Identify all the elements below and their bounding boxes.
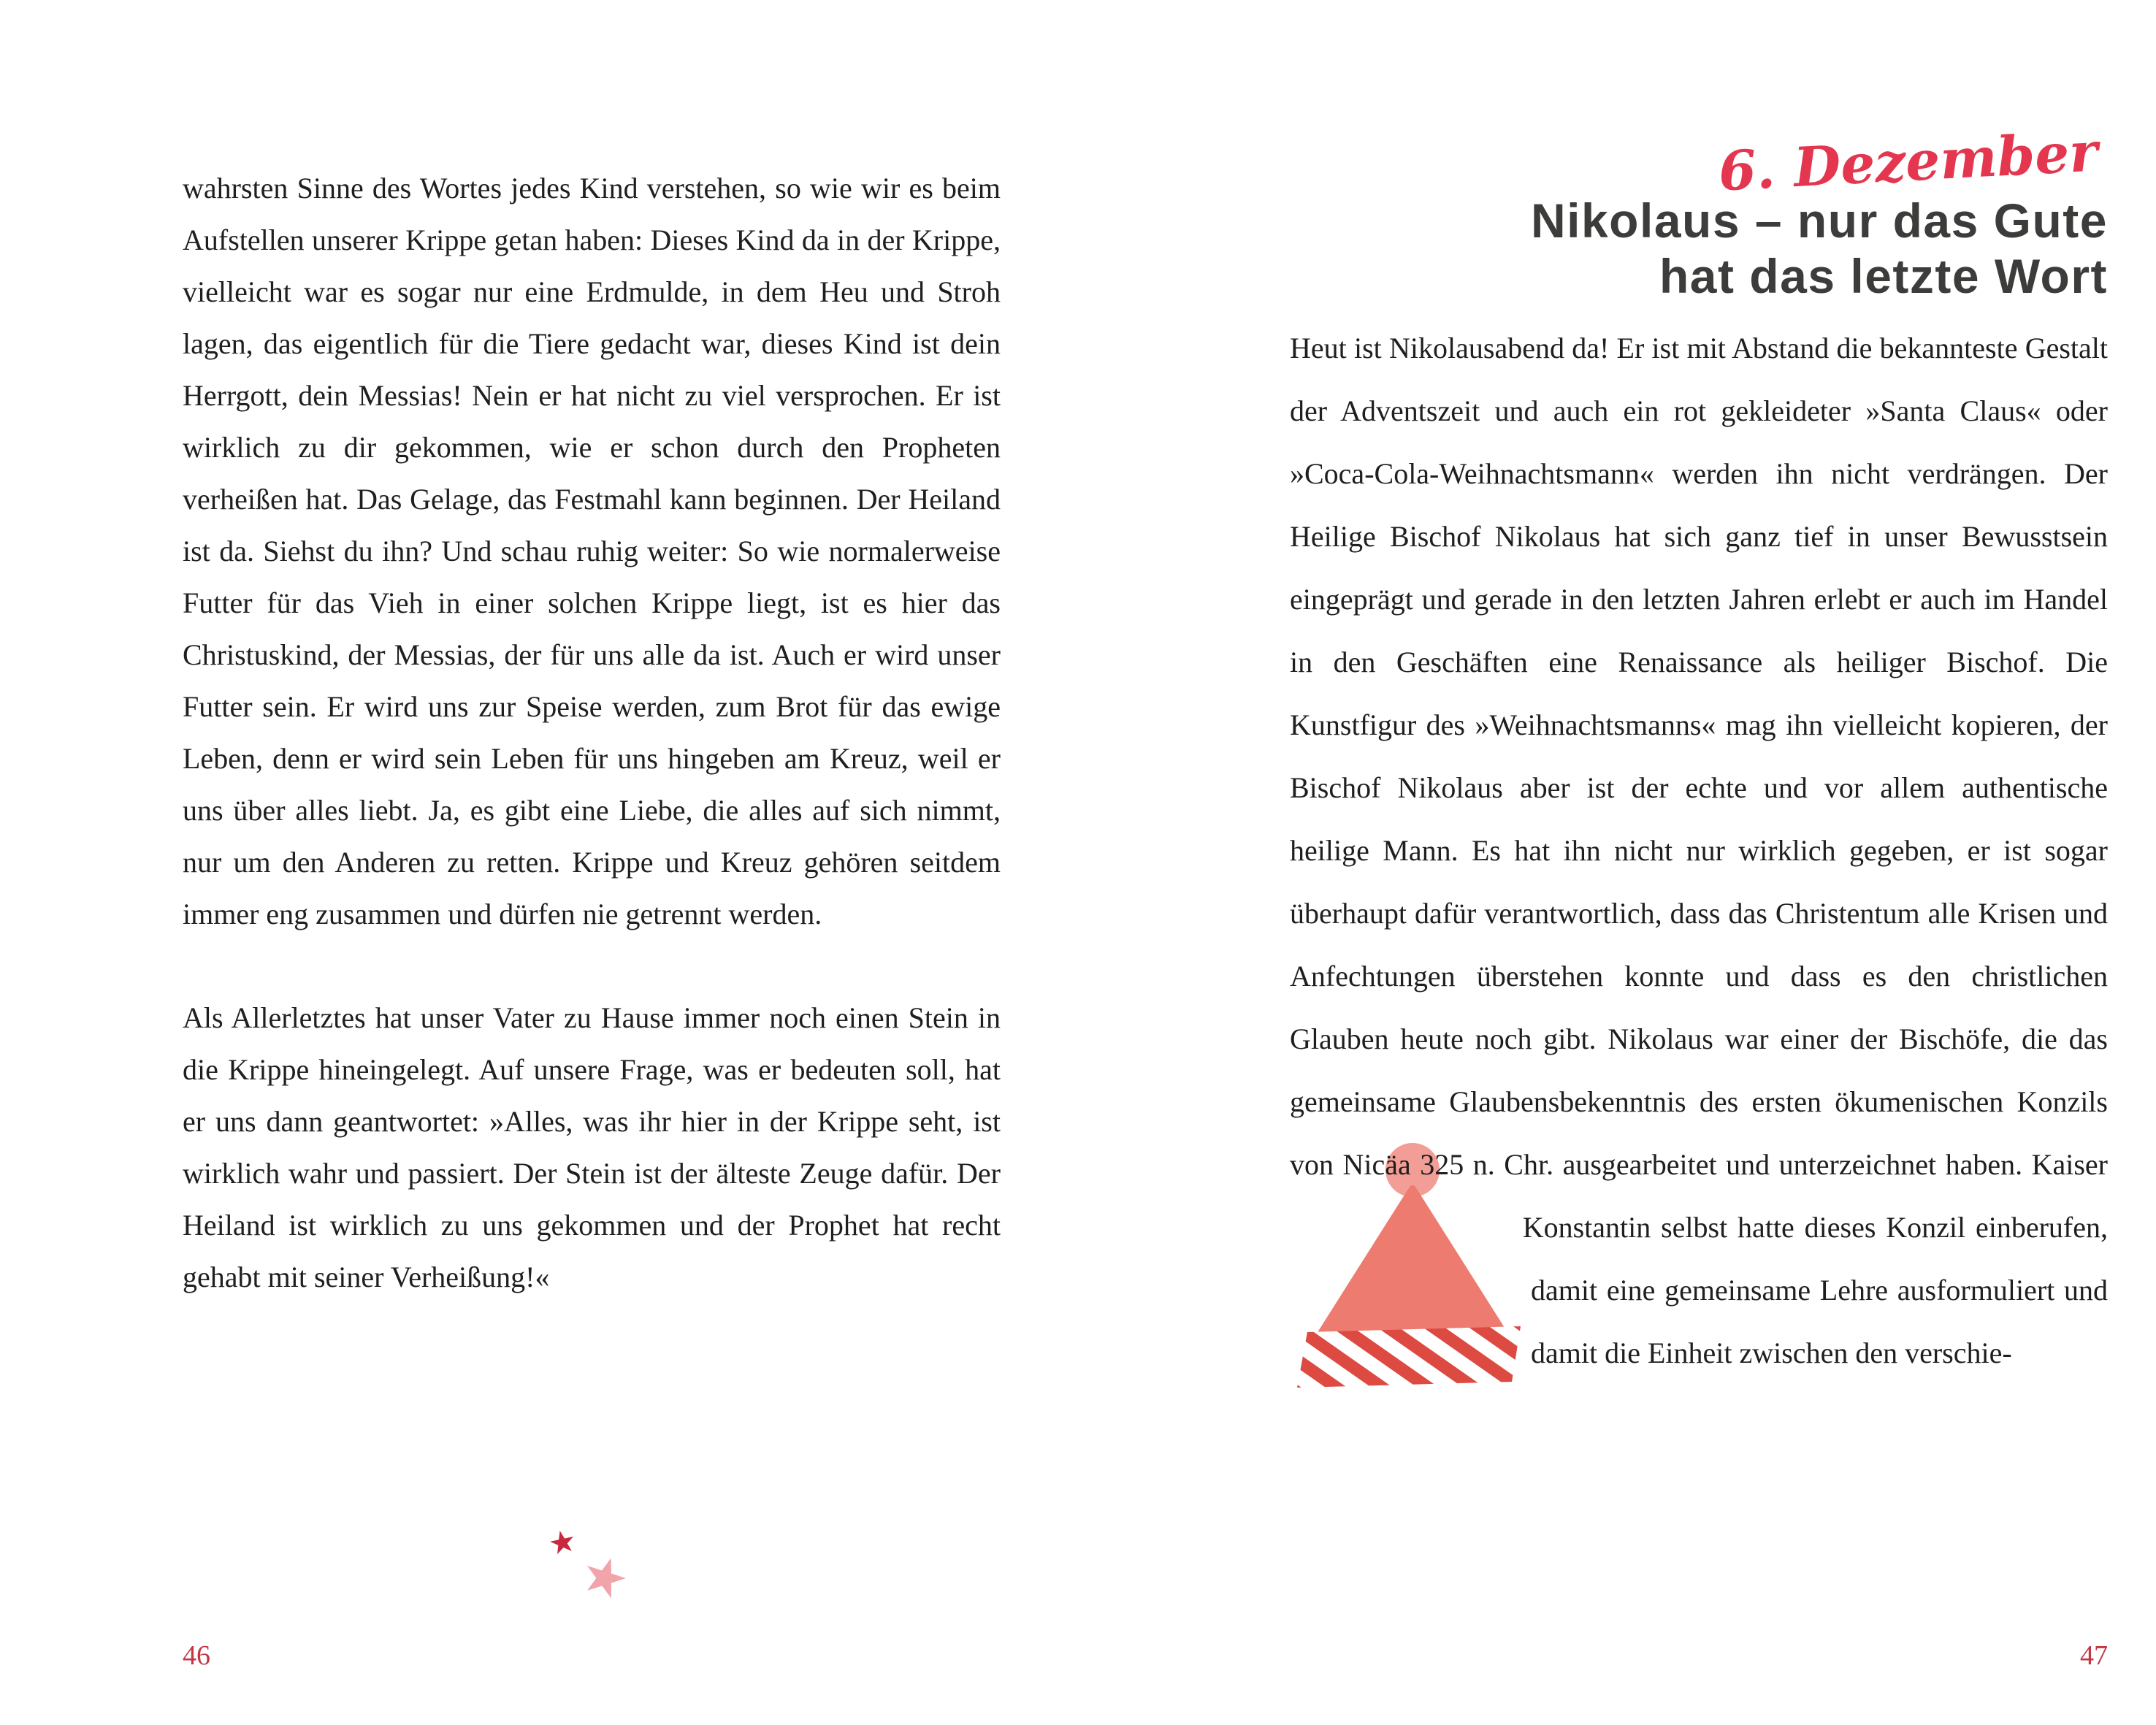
body-text-part: und unterzeichnet haben. Kaiser Konstantin selbst hatte dieses Konzil einberufen, damit eine gemeinsame Lehre ausformuliert und damit die Einheit zwischen den verschie- xyxy=(1522,1148,2108,1369)
chapter-date-heading: 6. Dezember xyxy=(1716,121,2100,204)
chapter-title-line: Nikolaus – nur das Gute xyxy=(1530,194,2108,248)
star-icon xyxy=(548,1528,577,1557)
right-page-column xyxy=(1290,123,2108,1389)
body-text-part: Heut ist Nikolausabend da! Er ist mit Abstand die bekannteste Gestalt der Adventszeit und auch ein rot gekleideter »Santa Claus« oder »Coca-Cola-Weihnachtsmann« werden ihn nicht verdrängen. Der Heilige Bischof Nikolaus hat sich ganz tief in unser Bewusstsein eingeprägt und gerade in den letzten Jahren erlebt er auch im Handel in den Geschäften eine Renaissance als heiliger Bischof. Die Kunstfigur des »Weihnachtsmanns« mag ihn vielleicht kopieren, der Bischof Nikolaus aber ist der echte und vor allem authentische heilige Mann. Es hat ihn nicht nur wirklich gegeben, er ist sogar überhaupt dafür verantwortlich, dass das Christentum alle Krisen und Anfechtungen überstehen konnte und dass es den christlichen Glauben heute noch gibt. Nikolaus war einer der Bischöfe, die das gemeinsame Glaubensbekenntnis des ersten ökumenischen Konzils von Nicäa 325 n. Chr. ausgearbeitet xyxy=(1290,332,2108,1181)
page-number-right: 47 xyxy=(2080,1640,2108,1671)
paragraph: wahrsten Sinne des Wortes jedes Kind verstehen, so wie wir es beim Aufstellen unserer Krippe getan haben: Dieses Kind da in der Krippe, vielleicht war es sogar nur eine Erdmulde, in dem Heu und Stroh lagen, das eigentlich für die Tiere gedacht war, dieses Kind ist dein Herrgott, dein Messias! Nein er hat nicht zu viel versprochen. Er ist wirklich zu dir gekommen, wie er schon durch den Propheten verheißen hat. Das Gelage, das Festmahl kann beginnen. Der Heiland ist da. Siehst du ihn? Und schau ruhig weiter: So wie normalerweise Futter für das Vieh in einer solchen Krippe liegt, ist es hier das Christuskind, der Messias, der für uns alle da ist. Auch er wird unser Futter sein. Er wird uns zur Speise werden, zum Brot für das ewige Leben, denn er wird sein Leben für uns hingeben am Kreuz, weil er uns über alles liebt. Ja, es gibt eine Liebe, die alles auf sich nimmt, nur um den Anderen zu retten. Krippe und Kreuz gehören seitdem immer eng zusammen und dürfen nie getrennt werden. xyxy=(183,172,1001,930)
page-number-left: 46 xyxy=(183,1640,210,1671)
paragraph: Als Allerletztes hat unser Vater zu Hause immer noch einen Stein in die Krippe hineingelegt. Auf unsere Frage, was er bedeuten soll, hat er uns dann geantwortet: »Alles, was ihr hier in der Krippe seht, ist wirklich wahr und passiert. Der Stein ist der älteste Zeuge dafür. Der Heiland ist wirklich zu uns gekommen und der Prophet hat recht gehabt mit seiner Verheißung!« xyxy=(183,1001,1001,1293)
star-icon xyxy=(578,1550,631,1604)
right-page xyxy=(1078,0,2156,1725)
left-page-body xyxy=(183,162,1001,1303)
chapter-title-line: hat das letzte Wort xyxy=(1659,249,2108,303)
star-decoration xyxy=(537,1523,654,1618)
right-page-body xyxy=(1290,317,2108,1385)
